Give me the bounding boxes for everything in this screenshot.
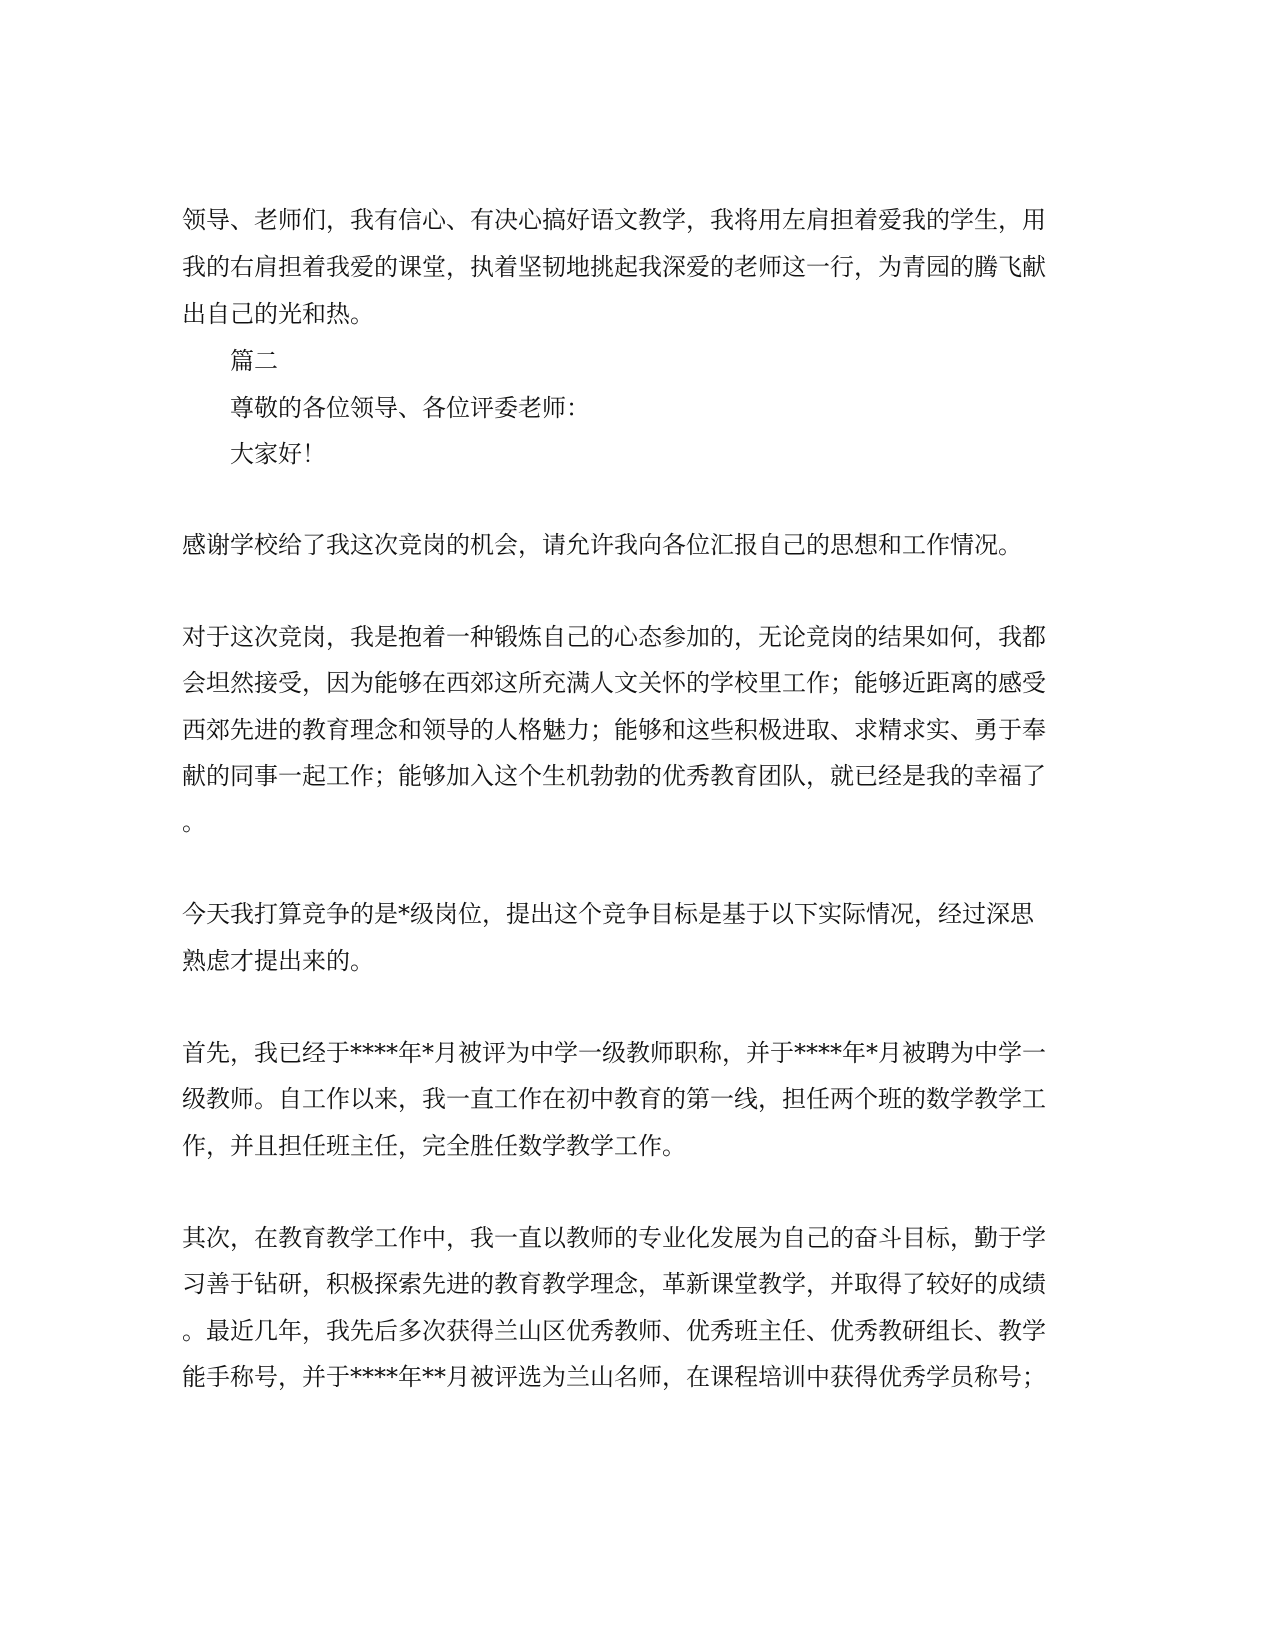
- text-line: 其次，在教育教学工作中，我一直以教师的专业化发展为自己的奋斗目标，勤于学: [182, 1224, 1046, 1252]
- text-line: 对于这次竞岗，我是抱着一种锻炼自己的心态参加的，无论竞岗的结果如何，我都: [182, 623, 1046, 651]
- greeting: 大家好！: [230, 440, 326, 468]
- text-line: 西郊先进的教育理念和领导的人格魅力；能够和这些积极进取、求精求实、勇于奉: [182, 716, 1046, 744]
- text-line: 出自己的光和热。: [182, 300, 374, 328]
- text-line: 我的右肩担着我爱的课堂，执着坚韧地挑起我深爱的老师这一行，为青园的腾飞献: [182, 253, 1046, 281]
- text-line: 能手称号，并于****年**月被评选为兰山名师，在课程培训中获得优秀学员称号；: [182, 1363, 1046, 1391]
- text-line: 。: [182, 808, 206, 836]
- text-line: 献的同事一起工作；能够加入这个生机勃勃的优秀教育团队，就已经是我的幸福了: [182, 762, 1046, 790]
- text-line: 会坦然接受，因为能够在西郊这所充满人文关怀的学校里工作；能够近距离的感受: [182, 669, 1046, 697]
- text-line: 领导、老师们，我有信心、有决心搞好语文教学，我将用左肩担着爱我的学生，用: [182, 206, 1046, 234]
- text-line: 熟虑才提出来的。: [182, 947, 374, 975]
- text-line: 。最近几年，我先后多次获得兰山区优秀教师、优秀班主任、优秀教研组长、教学: [182, 1317, 1046, 1345]
- text-line: 感谢学校给了我这次竞岗的机会，请允许我向各位汇报自己的思想和工作情况。: [182, 531, 1022, 559]
- text-line: 级教师。自工作以来，我一直工作在初中教育的第一线，担任两个班的数学教学工: [182, 1085, 1046, 1113]
- text-line: 首先，我已经于****年*月被评为中学一级教师职称，并于****年*月被聘为中学一: [182, 1039, 1046, 1067]
- text-line: 习善于钻研，积极探索先进的教育教学理念，革新课堂教学，并取得了较好的成绩: [182, 1270, 1046, 1298]
- text-line: 作，并且担任班主任，完全胜任数学教学工作。: [182, 1132, 686, 1160]
- salutation: 尊敬的各位领导、各位评委老师：: [230, 394, 590, 422]
- section-heading: 篇二: [230, 347, 278, 375]
- text-line: 今天我打算竞争的是*级岗位，提出这个竞争目标是基于以下实际情况，经过深思: [182, 900, 1034, 928]
